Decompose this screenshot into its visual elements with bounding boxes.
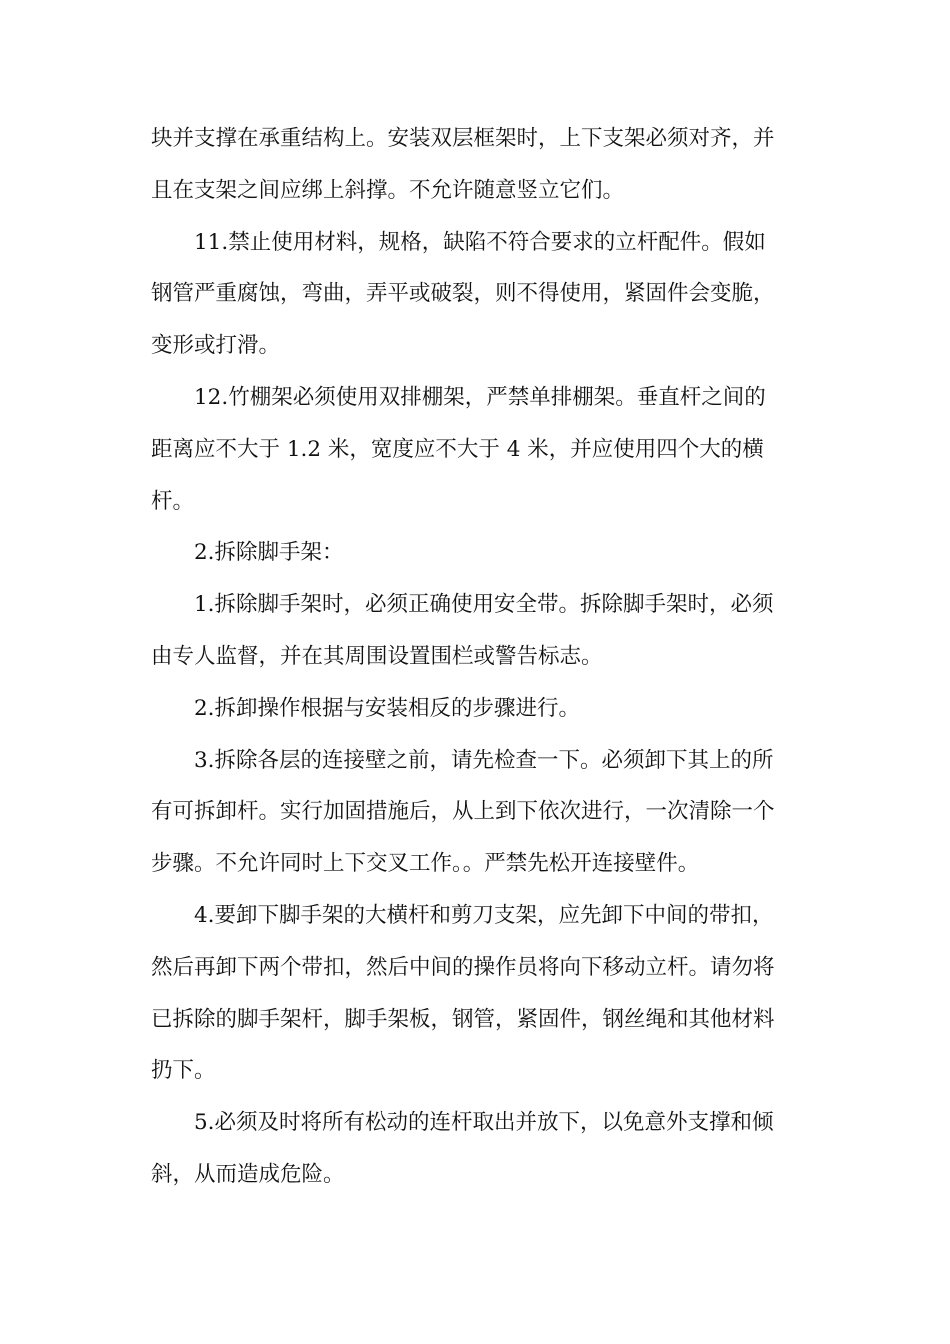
paragraph-start-line: 5.必须及时将所有松动的连杆取出并放下，以免意外支撑和倾	[194, 1110, 774, 1136]
paragraph-start-line: 1.拆除脚手架时，必须正确使用安全带。拆除脚手架时，必须	[194, 592, 774, 618]
text-line: 已拆除的脚手架杆，脚手架板，钢管，紧固件，钢丝绳和其他材料	[151, 1006, 775, 1032]
section-heading-line: 2.拆除脚手架：	[194, 540, 344, 566]
paragraph-start-line: 12.竹棚架必须使用双排棚架，严禁单排棚架。垂直杆之间的	[194, 384, 766, 410]
text-line: 由专人监督，并在其周围设置围栏或警告标志。	[151, 643, 603, 669]
text-line: 斜，从而造成危险。	[151, 1161, 345, 1187]
text-line: 然后再卸下两个带扣，然后中间的操作员将向下移动立杆。请勿将	[151, 954, 775, 980]
text-line: 钢管严重腐蚀，弯曲，弄平或破裂，则不得使用，紧固件会变脆，	[151, 281, 775, 307]
text-line: 杆。	[151, 488, 195, 514]
text-line: 步骤。不允许同时上下交叉工作。。严禁先松开连接壁件。	[151, 851, 700, 877]
text-line: 块并支撑在承重结构上。安装双层框架时，上下支架必须对齐，并	[151, 126, 775, 151]
text-line: 有可拆卸杆。实行加固措施后，从上到下依次进行，一次清除一个	[151, 799, 775, 825]
paragraph-start-line: 4.要卸下脚手架的大横杆和剪刀支架，应先卸下中间的带扣，	[194, 902, 774, 928]
text-line: 且在支架之间应绑上斜撑。不允许随意竖立它们。	[151, 177, 625, 203]
document-body	[151, 113, 803, 1201]
text-line: 距离应不大于 1.2 米，宽度应不大于 4 米，并应使用四个大的横	[151, 436, 764, 462]
paragraph-start-line: 2.拆卸操作根据与安装相反的步骤进行。	[194, 695, 581, 721]
paragraph-start-line: 3.拆除各层的连接壁之前，请先检查一下。必须卸下其上的所	[194, 747, 774, 773]
text-line: 变形或打滑。	[151, 333, 281, 359]
paragraph-start-line: 11.禁止使用材料，规格，缺陷不符合要求的立杆配件。假如	[194, 229, 766, 255]
text-line: 扔下。	[151, 1058, 216, 1084]
